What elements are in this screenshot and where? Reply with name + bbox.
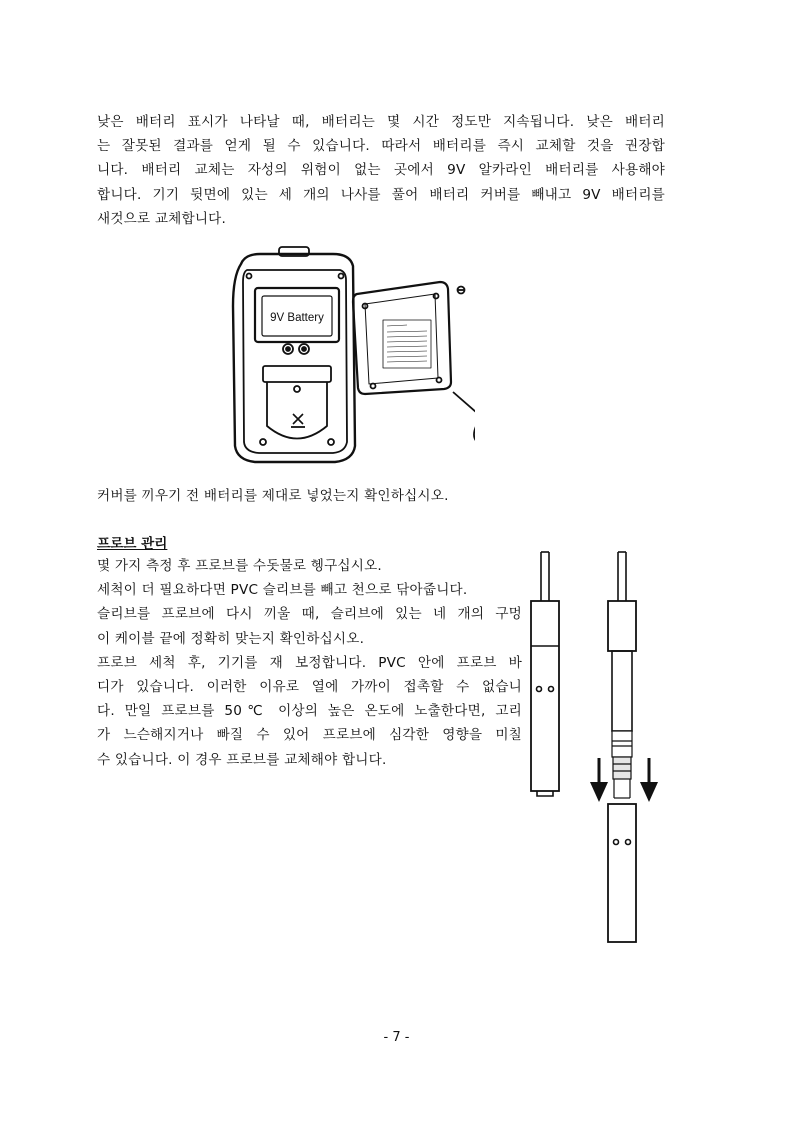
probe-paragraph	[97, 554, 522, 772]
text-line: 새것으로 교체합니다.	[97, 210, 227, 227]
text-line: 는 잘못된 결과를 얻게 될 수 있습니다. 따라서 배터리를 즉시 교체할 것을 권장합	[97, 138, 665, 155]
text-line: 낮은 배터리 표시가 나타날 때, 배터리는 몇 시간 정도만 지속됩니다. 낮은 배터리	[97, 114, 665, 130]
text-line: 이 케이블 끝에 정확히 맞는지 확인하십시오.	[97, 630, 365, 647]
text-line: 디가 있습니다. 이러한 이유로 열에 가까이 접촉할 수 없습니	[97, 679, 522, 696]
text-line: 슬리브를 프로브에 다시 끼울 때, 슬리브에 있는 네 개의 구멍	[97, 606, 522, 623]
arrow-down-icon	[640, 782, 658, 802]
text-line: 다. 만일 프로브를 50℃ 이상의 높은 온도에 노출한다면, 고리	[97, 703, 522, 720]
probe-sleeve-figure	[520, 546, 670, 946]
text-line: 프로브 세척 후, 기기를 재 보정합니다. PVC 안에 프로브 바	[97, 654, 522, 671]
page-number: - 7 -	[383, 1030, 410, 1045]
text-line: 커버를 끼우기 전 배터리를 제대로 넣었는지 확인하십시오.	[97, 488, 449, 504]
probe-care-heading: 프로브 관리	[97, 536, 168, 552]
battery-paragraph	[97, 110, 665, 231]
battery-replacement-figure	[215, 246, 475, 471]
battery-check-note	[97, 484, 665, 508]
text-line: 니다. 배터리 교체는 자성의 위험이 없는 곳에서 9V 알카라인 배터리를 사용해야	[97, 162, 665, 179]
battery-label: 9V Battery	[270, 312, 324, 324]
text-line: 합니다. 기기 뒷면에 있는 세 개의 나사를 풀어 배터리 커버를 빼내고 9V 배터리를	[97, 186, 665, 203]
text-line: 가 느슨해지거나 빠질 수 있어 프로브에 심각한 영향을 미칠	[97, 727, 522, 744]
arrow-down-icon	[590, 782, 608, 802]
text-line: 세척이 더 필요하다면 PVC 슬리브를 빼고 천으로 닦아줍니다.	[97, 582, 468, 599]
text-line: 몇 가지 측정 후 프로브를 수돗물로 헹구십시오.	[97, 558, 382, 574]
text-line: 수 있습니다. 이 경우 프로브를 교체해야 합니다.	[97, 751, 387, 768]
